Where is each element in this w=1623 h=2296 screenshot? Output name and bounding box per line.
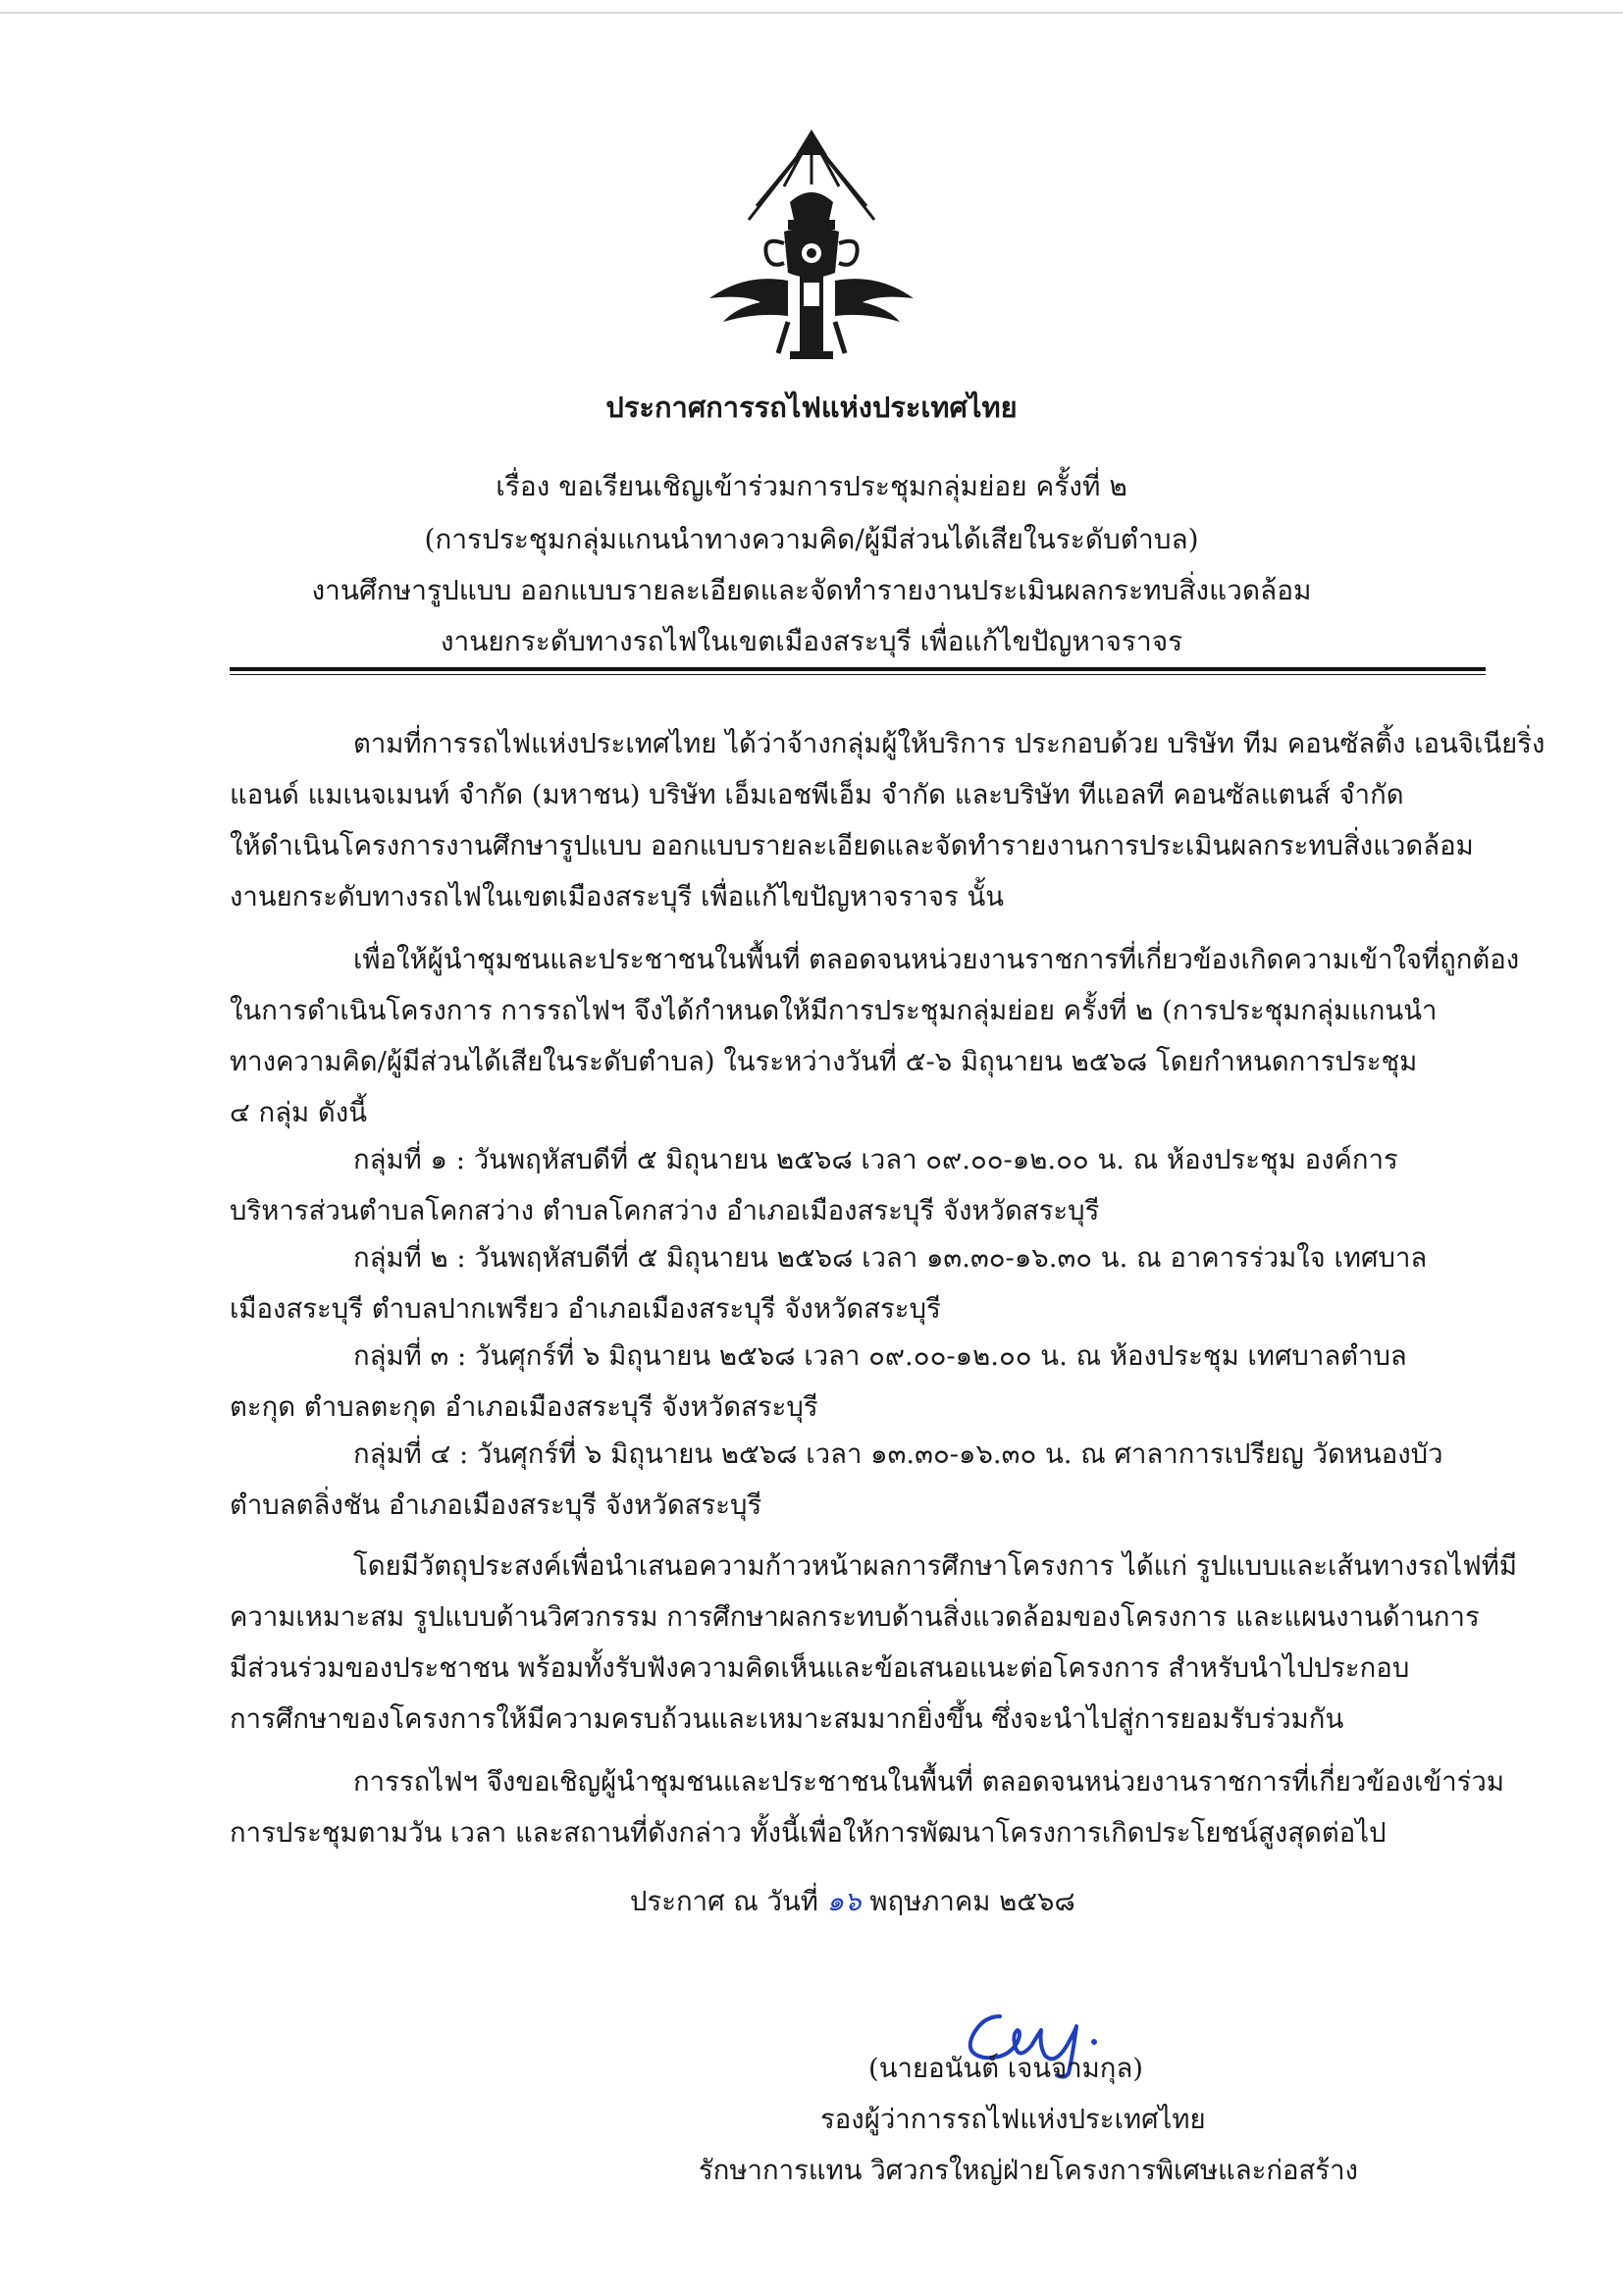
group-3-line: กลุ่มที่ ๓ : วันศุกร์ที่ ๖ มิถุนายน ๒๕๖๘ เวลา ๐๙.๐๐-๑๒.๐๐ น. ณ ห้องประชุม เทศบาลตำบล [353, 1340, 1407, 1372]
body-line: เพื่อให้ผู้นำชุมชนและประชาชนในพื้นที่ ตลอดจนหน่วยงานราชการที่เกี่ยวข้องเกิดความเข้าใจที่ถูกต้อง [353, 944, 1520, 975]
body-line: มีส่วนร่วมของประชาชน พร้อมทั้งรับฟังความคิดเห็นและข้อเสนอแนะต่อโครงการ สำหรับนำไปประกอบ [230, 1652, 1410, 1684]
body-line: ในการดำเนินโครงการ การรถไฟฯ จึงได้กำหนดให้มีการประชุมกลุ่มย่อย ครั้งที่ ๒ (การประชุมกลุ่มแกนนำ [230, 995, 1438, 1026]
body-line: แอนด์ แมเนจเมนท์ จำกัด (มหาชน) บริษัท เอ็มเอชพีเอ็ม จำกัด และบริษัท ทีแอลที คอนซัลแตนส์ จำกัด [230, 779, 1404, 810]
page-top-border [0, 12, 1623, 14]
body-line: โดยมีวัตถุประสงค์เพื่อนำเสนอความก้าวหน้าผลการศึกษาโครงการ ได้แก่ รูปแบบและเส้นทางรถไฟที่มี [353, 1550, 1517, 1582]
announcement-prefix: ประกาศ ณ วันที่ [630, 1886, 818, 1917]
body-line: การศึกษาของโครงการให้มีความครบถ้วนและเหมาะสมมากยิ่งขึ้น ซึ่งจะนำไปสู่การยอมรับร่วมกัน [230, 1703, 1344, 1735]
subject-line-1: เรื่อง ขอเรียนเชิญเข้าร่วมการประชุมกลุ่มย่อย ครั้งที่ ๒ [496, 470, 1127, 502]
group-3-line: ตะกุด ตำบลตะกุด อำเภอเมืองสระบุรี จังหวัดสระบุรี [230, 1391, 818, 1423]
header-divider [230, 667, 1486, 675]
group-4-line: กลุ่มที่ ๔ : วันศุกร์ที่ ๖ มิถุนายน ๒๕๖๘ เวลา ๑๓.๓๐-๑๖.๓๐ น. ณ ศาลาการเปรียญ วัดหนองบัว [353, 1438, 1443, 1470]
body-line: งานยกระดับทางรถไฟในเขตเมืองสระบุรี เพื่อแก้ไขปัญหาจราจร นั้น [230, 881, 1005, 913]
group-2-line: เมืองสระบุรี ตำบลปากเพรียว อำเภอเมืองสระบุรี จังหวัดสระบุรี [230, 1293, 941, 1325]
subject-line-4: งานยกระดับทางรถไฟในเขตเมืองสระบุรี เพื่อแก้ไขปัญหาจราจร [440, 625, 1183, 657]
body-line: การประชุมตามวัน เวลา และสถานที่ดังกล่าว ทั้งนี้เพื่อให้การพัฒนาโครงการเกิดประโยชน์สูงสุดต่อไป [230, 1817, 1387, 1849]
signatory-name: (นายอนันต์ เจนจามกุล) [868, 2053, 1144, 2084]
subject-line-2: (การประชุมกลุ่มแกนนำทางความคิด/ผู้มีส่วนได้เสียในระดับตำบล) [424, 523, 1199, 555]
signatory-position: รองผู้ว่าการรถไฟแห่งประเทศไทย [820, 2104, 1206, 2135]
page-title: ประกาศการรถไฟแห่งประเทศไทย [605, 391, 1018, 424]
body-line: ความเหมาะสม รูปแบบด้านวิศวกรรม การศึกษาผลกระทบด้านสิ่งแวดล้อมของโครงการ และแผนงานด้านการ [230, 1601, 1480, 1633]
announcement-day: ๑๖ [826, 1886, 862, 1917]
body-line: ตามที่การรถไฟแห่งประเทศไทย ได้ว่าจ้างกลุ่มผู้ให้บริการ ประกอบด้วย บริษัท ทีม คอนซัลติ้ง เอนจิเนียริ่ง [353, 728, 1545, 759]
subject-line-3: งานศึกษารูปแบบ ออกแบบรายละเอียดและจัดทำรายงานประเมินผลกระทบสิ่งแวดล้อม [311, 574, 1312, 606]
group-2-line: กลุ่มที่ ๒ : วันพฤหัสบดีที่ ๕ มิถุนายน ๒๕๖๘ เวลา ๑๓.๓๐-๑๖.๓๐ น. ณ อาคารร่วมใจ เทศบาล [353, 1242, 1428, 1274]
body-line: ๔ กลุ่ม ดังนี้ [230, 1097, 368, 1128]
announcement-month-year: พฤษภาคม ๒๕๖๘ [869, 1886, 1075, 1917]
body-line: ให้ดำเนินโครงการงานศึกษารูปแบบ ออกแบบรายละเอียดและจัดทำรายงานการประเมินผลกระทบสิ่งแวดล้อม [230, 830, 1474, 861]
body-line: ทางความคิด/ผู้มีส่วนได้เสียในระดับตำบล) ในระหว่างวันที่ ๕-๖ มิถุนายน ๒๕๖๘ โดยกำหนดการประชุม [230, 1046, 1418, 1077]
signatory-acting-position: รักษาการแทน วิศวกรใหญ่ฝ่ายโครงการพิเศษและก่อสร้าง [699, 2155, 1358, 2186]
group-4-line: ตำบลตลิ่งชัน อำเภอเมืองสระบุรี จังหวัดสระบุรี [230, 1489, 762, 1521]
body-line: การรถไฟฯ จึงขอเชิญผู้นำชุมชนและประชาชนในพื้นที่ ตลอดจนหน่วยงานราชการที่เกี่ยวข้องเข้าร่วม [353, 1766, 1505, 1798]
group-1-line: กลุ่มที่ ๑ : วันพฤหัสบดีที่ ๕ มิถุนายน ๒๕๖๘ เวลา ๐๙.๐๐-๑๒.๐๐ น. ณ ห้องประชุม องค์การ [353, 1144, 1398, 1175]
srt-emblem-icon [706, 126, 917, 371]
group-1-line: บริหารส่วนตำบลโคกสว่าง ตำบลโคกสว่าง อำเภอเมืองสระบุรี จังหวัดสระบุรี [230, 1195, 1100, 1226]
announcement-date [630, 1882, 1075, 1921]
